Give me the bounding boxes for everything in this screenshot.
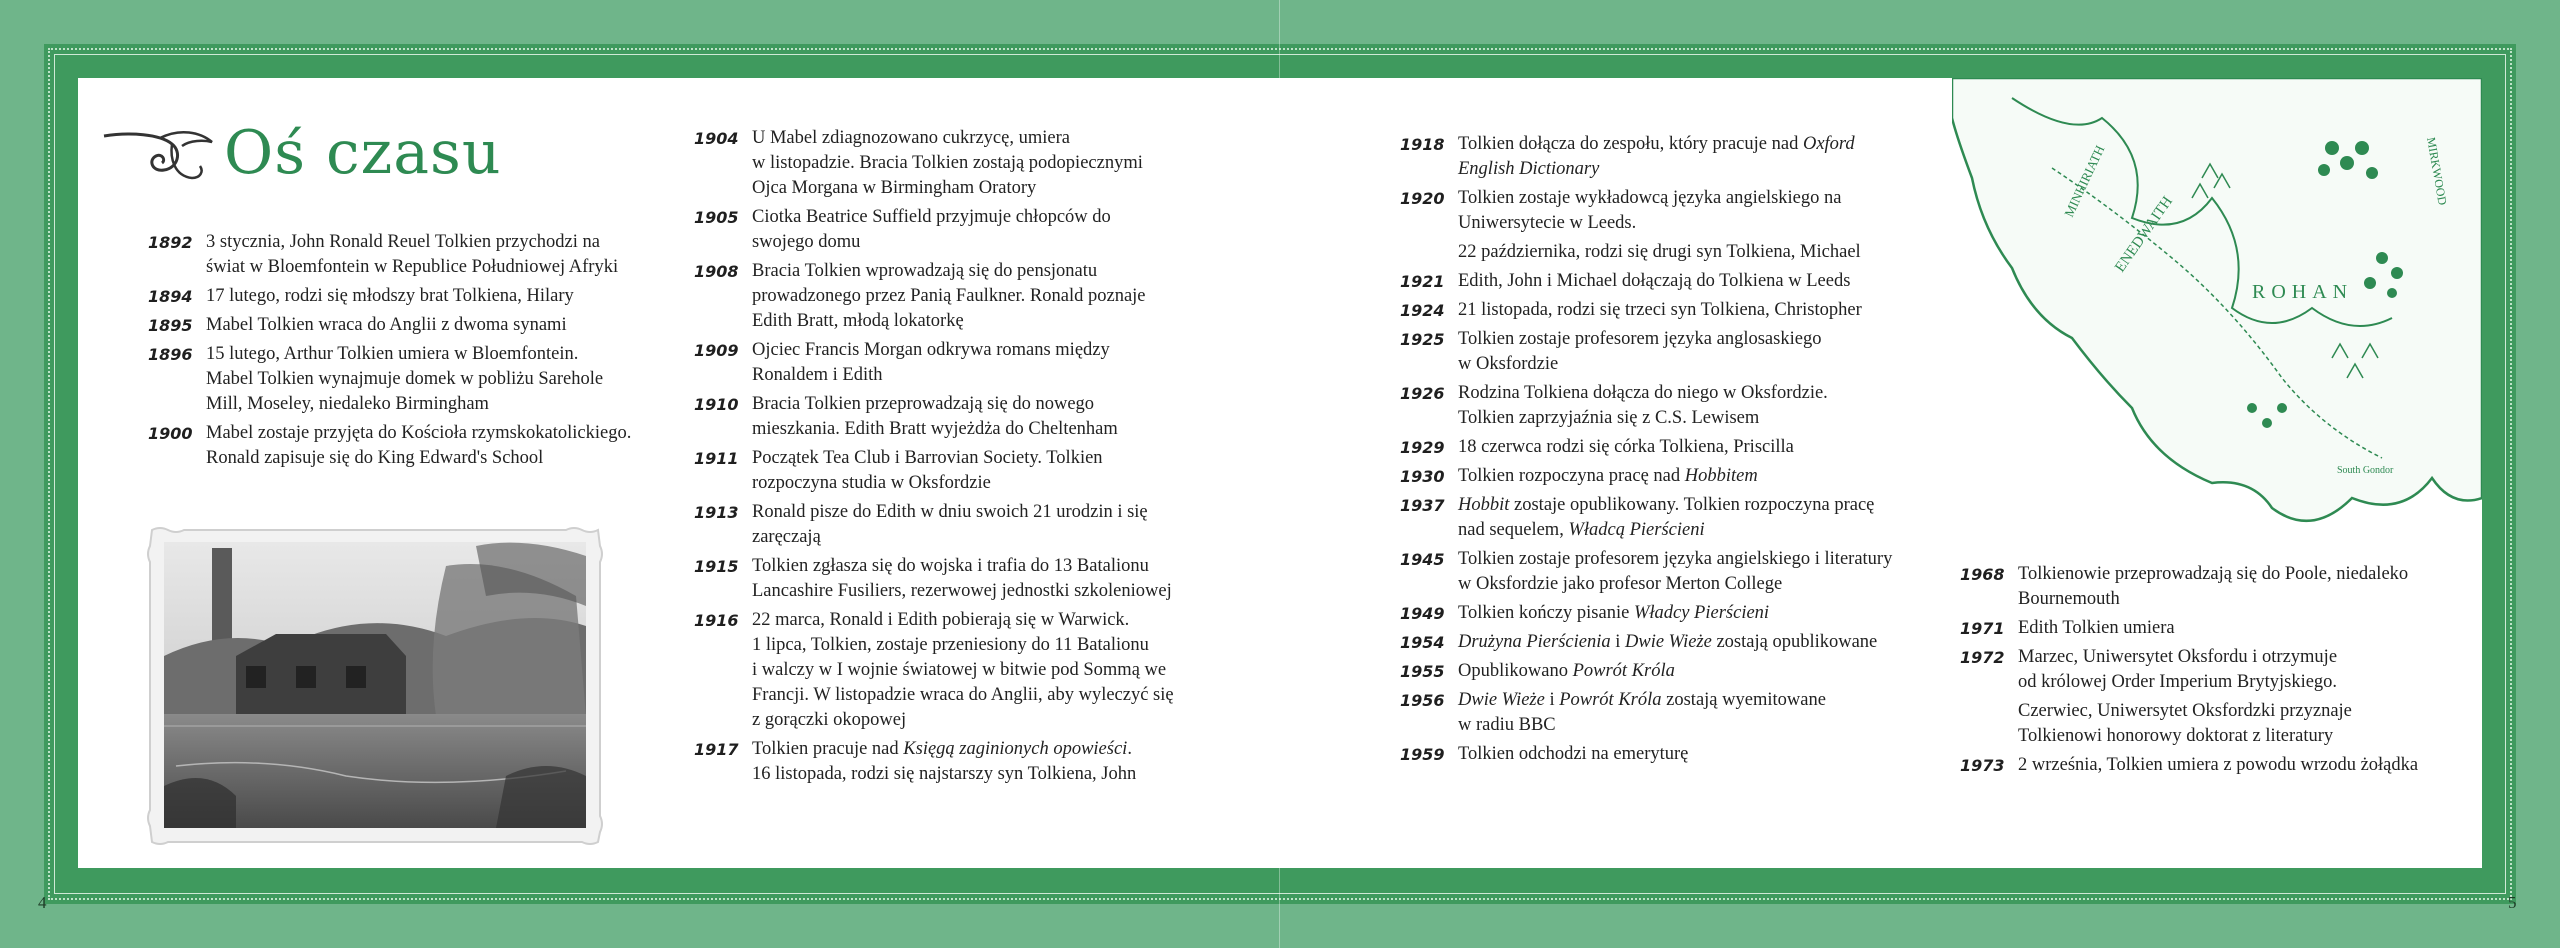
entry-text: w Oksfordzie	[1458, 354, 1559, 374]
entry-year: 1894	[148, 287, 193, 306]
entry-year: 1892	[148, 233, 193, 252]
entry-year: 1972	[1960, 648, 2005, 667]
timeline-entry	[148, 230, 648, 280]
entry-text: Tolkien zaprzyjaźnia się z C.S. Lewisem	[1458, 408, 1760, 428]
entry-year: 1925	[1400, 330, 1445, 349]
entry-text: .	[1127, 739, 1132, 759]
entry-text: Ronald zapisuje się do King Edward's School	[206, 448, 544, 468]
timeline-entry	[1400, 630, 1920, 655]
map-label: MIRKWOOD	[2424, 136, 2450, 207]
page-title: Oś czasu	[224, 118, 502, 188]
entry-text: zostają opublikowane	[1711, 632, 1878, 652]
entry-text: świat w Bloemfontein w Republice Południowej Afryki	[206, 257, 619, 277]
map-label: ENEDWAITH	[2112, 193, 2176, 276]
entry-year: 1917	[694, 740, 739, 759]
entry-text: od królowej Order Imperium Brytyjskiego.	[2018, 672, 2338, 692]
timeline-entry	[1400, 659, 1920, 684]
entry-text: Tolkien zostaje wykładowcą języka angielskiego na	[1458, 188, 1842, 208]
entry-text: Edith Tolkien umiera	[2018, 618, 2175, 638]
entry-text: Francji. W listopadzie wraca do Anglii, aby wyleczyć się	[752, 685, 1174, 705]
entry-year: 1916	[694, 611, 739, 630]
timeline-entry	[1400, 742, 1920, 767]
entry-year: 1949	[1400, 604, 1445, 623]
entry-text: Marzec, Uniwersytet Oksfordu i otrzymuje	[2018, 647, 2338, 667]
entry-text: zostaje opublikowany. Tolkien rozpoczyna pracę	[1509, 495, 1875, 515]
entry-text: Tolkien zostaje profesorem języka angielskiego i literatury	[1458, 549, 1893, 569]
book-title: Dwie Wieże	[1625, 632, 1712, 652]
entry-text: Bracia Tolkien przeprowadzają się do nowego	[752, 394, 1095, 414]
entry-text: Rodzina Tolkiena dołącza do niego w Oksfordzie.	[1458, 383, 1828, 403]
entry-text: Ronald pisze do Edith w dniu swoich 21 urodzin i się	[752, 502, 1148, 522]
book-title: Władcy Pierścieni	[1633, 603, 1770, 623]
entry-text: Tolkienowie przeprowadzają się do Poole, niedaleko	[2018, 564, 2409, 584]
page-number-left: 4	[38, 893, 47, 912]
page-gutter	[1279, 0, 1280, 948]
entry-text: Czerwiec, Uniwersytet Oksfordzki przyznaje	[2018, 701, 2352, 721]
entry-text: Ciotka Beatrice Suffield przyjmuje chłopców do	[752, 207, 1111, 227]
entry-text: Tolkien zostaje profesorem języka anglosaskiego	[1458, 329, 1822, 349]
entry-year: 1926	[1400, 384, 1445, 403]
entry-text: U Mabel zdiagnozowano cukrzycę, umiera	[752, 128, 1070, 148]
entry-text: 16 listopada, rodzi się najstarszy syn Tolkiena, John	[752, 764, 1137, 784]
entry-text: 1 lipca, Tolkien, zostaje przeniesiony do 11 Batalionu	[752, 635, 1149, 655]
timeline-column-2	[694, 126, 1204, 791]
entry-text: Mabel Tolkien wynajmuje domek w pobliżu Sarehole	[206, 369, 604, 389]
entry-year: 1973	[1960, 756, 2005, 775]
book-title: Drużyna Pierścienia	[1458, 632, 1611, 652]
book-title: English Dictionary	[1458, 159, 1600, 179]
entry-year: 1954	[1400, 633, 1445, 652]
entry-year: 1955	[1400, 662, 1445, 681]
book-title: Dwie Wieże	[1458, 690, 1545, 710]
entry-text: w radiu BBC	[1458, 715, 1556, 735]
timeline-entry	[694, 259, 1204, 334]
timeline-entry	[148, 421, 648, 471]
entry-text: Tolkien dołącza do zespołu, który pracuje nad	[1458, 134, 1803, 154]
book-title: Władcą Pierścieni	[1568, 520, 1705, 540]
entry-text: i walczy w I wojnie światowej w bitwie pod Sommą we	[752, 660, 1167, 680]
timeline-entry	[1960, 616, 2460, 641]
entry-text: zostają wyemitowane	[1661, 690, 1826, 710]
entry-year: 1918	[1400, 135, 1445, 154]
timeline-column-3	[1400, 132, 1920, 771]
book-title: Powrót Króla	[1559, 690, 1662, 710]
timeline-entry	[1400, 547, 1920, 597]
entry-text: zaręczają	[752, 527, 821, 547]
entry-text: Mill, Moseley, niedaleko Birmingham	[206, 394, 489, 414]
timeline-entry	[148, 284, 648, 309]
entry-text: i	[1544, 690, 1560, 710]
entry-text: Tolkien odchodzi na emeryturę	[1458, 744, 1689, 764]
entry-text: Mabel Tolkien wraca do Anglii z dwoma synami	[206, 315, 567, 335]
page-number-right: 5	[2508, 893, 2517, 912]
timeline-entry	[1400, 435, 1920, 460]
entry-year: 1929	[1400, 438, 1445, 457]
timeline-entry	[694, 205, 1204, 255]
entry-text: Opublikowano	[1458, 661, 1573, 681]
timeline-entry	[694, 500, 1204, 550]
timeline-column-1	[148, 230, 648, 475]
entry-text: 2 września, Tolkien umiera z powodu wrzodu żołądka	[2018, 755, 2419, 775]
map-label: South Gondor	[2337, 465, 2394, 476]
map-label: ROHAN	[2252, 281, 2354, 303]
entry-year: 1924	[1400, 301, 1445, 320]
timeline-entry	[1400, 132, 1920, 182]
map-label: MINHIRIATH	[2061, 142, 2108, 220]
timeline-entry	[1400, 601, 1920, 626]
entry-year: 1930	[1400, 467, 1445, 486]
entry-text: nad sequelem,	[1458, 520, 1569, 540]
entry-year: 1915	[694, 557, 739, 576]
entry-text: 22 października, rodzi się drugi syn Tolkiena, Michael	[1458, 242, 1861, 262]
entry-year: 1971	[1960, 619, 2005, 638]
entry-text: 18 czerwca rodzi się córka Tolkiena, Priscilla	[1458, 437, 1794, 457]
timeline-entry	[1400, 327, 1920, 377]
timeline-entry	[1400, 298, 1920, 323]
book-title: Hobbit	[1458, 495, 1510, 515]
entry-text: Bracia Tolkien wprowadzają się do pensjonatu	[752, 261, 1098, 281]
entry-text: 21 listopada, rodzi się trzeci syn Tolkiena, Christopher	[1458, 300, 1862, 320]
entry-year: 1911	[694, 449, 739, 468]
entry-text: z gorączki okopowej	[752, 710, 907, 730]
timeline-entry	[148, 313, 648, 338]
entry-year: 1904	[694, 129, 739, 148]
sarehole-mill-photo	[146, 526, 604, 846]
timeline-entry	[694, 446, 1204, 496]
entry-text: Tolkien pracuje nad	[752, 739, 904, 759]
timeline-entry	[694, 608, 1204, 733]
entry-text: Mabel zostaje przyjęta do Kościoła rzymskokatolickiego.	[206, 423, 632, 443]
timeline-entry	[694, 338, 1204, 388]
entry-text: 15 lutego, Arthur Tolkien umiera w Bloemfontein.	[206, 344, 579, 364]
entry-year: 1910	[694, 395, 739, 414]
entry-text: swojego domu	[752, 232, 861, 252]
book-title: Powrót Króla	[1572, 661, 1675, 681]
entry-year: 1909	[694, 341, 739, 360]
entry-year: 1945	[1400, 550, 1445, 569]
timeline-entry	[694, 737, 1204, 787]
swirl-ornament-icon	[100, 118, 220, 188]
timeline-entry	[1400, 464, 1920, 489]
timeline-entry	[1400, 381, 1920, 431]
timeline-entry	[1960, 562, 2460, 612]
timeline-entry	[1400, 493, 1920, 543]
timeline-entry	[694, 126, 1204, 201]
entry-text: Tolkien kończy pisanie	[1458, 603, 1634, 623]
book-title: Księgą zaginionych opowieści	[903, 739, 1128, 759]
entry-text: Ojca Morgana w Birmingham Oratory	[752, 178, 1037, 198]
title-block	[100, 118, 501, 188]
entry-text: Tolkienowi honorowy doktorat z literatury	[2018, 726, 2334, 746]
entry-text: Początek Tea Club i Barrovian Society. Tolkien	[752, 448, 1103, 468]
entry-year: 1968	[1960, 565, 2005, 584]
entry-text: prowadzonego przez Panią Faulkner. Ronald poznaje	[752, 286, 1146, 306]
entry-text: rozpoczyna studia w Oksfordzie	[752, 473, 991, 493]
book-title: Oxford	[1802, 134, 1855, 154]
entry-text: Edith, John i Michael dołączają do Tolkiena w Leeds	[1458, 271, 1851, 291]
entry-year: 1959	[1400, 745, 1445, 764]
entry-year: 1905	[694, 208, 739, 227]
entry-year: 1900	[148, 424, 193, 443]
entry-year: 1920	[1400, 189, 1445, 208]
entry-text: Tolkien rozpoczyna pracę nad	[1458, 466, 1685, 486]
entry-year: 1956	[1400, 691, 1445, 710]
entry-text: Bournemouth	[2018, 589, 2120, 609]
entry-year: 1896	[148, 345, 193, 364]
entry-text: Tolkien zgłasza się do wojska i trafia do 13 Batalionu	[752, 556, 1149, 576]
timeline-entry	[1400, 186, 1920, 265]
timeline-entry	[1400, 269, 1920, 294]
book-title: Hobbitem	[1684, 466, 1758, 486]
timeline-entry	[1960, 753, 2460, 778]
entry-text: 3 stycznia, John Ronald Reuel Tolkien przychodzi na	[206, 232, 600, 252]
entry-text: Ronaldem i Edith	[752, 365, 883, 385]
timeline-entry	[148, 342, 648, 417]
entry-text: 17 lutego, rodzi się młodszy brat Tolkiena, Hilary	[206, 286, 574, 306]
entry-text: Lancashire Fusiliers, rezerwowej jednostki szkoleniowej	[752, 581, 1172, 601]
entry-text: w Oksfordzie jako profesor Merton College	[1458, 574, 1783, 594]
timeline-entry	[694, 554, 1204, 604]
entry-text: mieszkania. Edith Bratt wyjeżdża do Cheltenham	[752, 419, 1118, 439]
timeline-entry	[1960, 645, 2460, 749]
timeline-entry	[1400, 688, 1920, 738]
entry-year: 1913	[694, 503, 739, 522]
entry-text: 22 marca, Ronald i Edith pobierają się w Warwick.	[752, 610, 1130, 630]
timeline-entry	[694, 392, 1204, 442]
entry-text: Ojciec Francis Morgan odkrywa romans między	[752, 340, 1110, 360]
entry-year: 1895	[148, 316, 193, 335]
entry-text: w listopadzie. Bracia Tolkien zostają podopiecznymi	[752, 153, 1143, 173]
entry-year: 1937	[1400, 496, 1445, 515]
entry-text: Edith Bratt, młodą lokatorkę	[752, 311, 964, 331]
entry-year: 1921	[1400, 272, 1445, 291]
entry-text: i	[1610, 632, 1625, 652]
entry-text: Uniwersytecie w Leeds.	[1458, 213, 1637, 233]
middle-earth-map	[1952, 78, 2482, 534]
timeline-column-4	[1960, 562, 2460, 782]
entry-year: 1908	[694, 262, 739, 281]
